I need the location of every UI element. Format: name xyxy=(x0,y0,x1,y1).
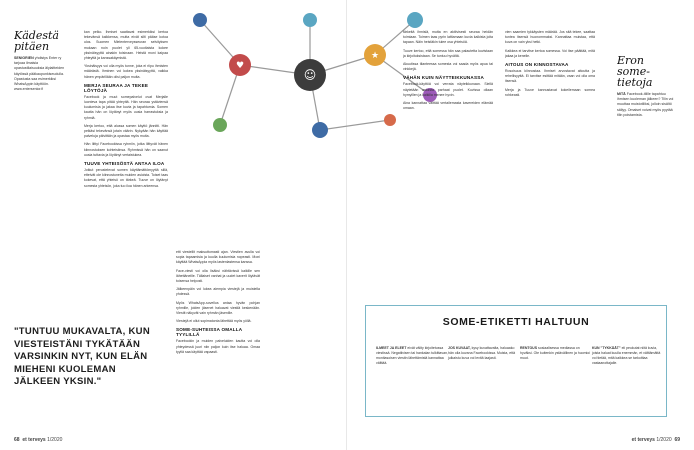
box-column-3: RENTOUS sosiaalisessa mediassa on hyväksi. Ole kuitenkin ystävällinen ja huomioi muut. xyxy=(520,346,591,361)
box-column-4: KUN "TYKKÄÄT" eli peukutat niitä kuvia, joista haluat kuulla enemmän, et välttämättä voi tietää, mitä kaikkea se tarkoittaa vastaanottajalle. xyxy=(592,346,661,366)
body-paragraph: Rosoisuus kiinnostaa. Ihmiset arvostavat aitoutta ja rehellisyyttä. Ei tarvitse esittää mitään, vaan voi olla oma itsensä. xyxy=(505,69,595,84)
body-paragraph: Jotkut perustelevat somen käyttämättömyyttä sillä, etteivät ole kiinnostuneita muiden asioista. Toiset taas kokevat, että yhteisö on tärkeä. Tuuve on löytänyt somesta yhteisön, joka tuo iloa hänen arkeensa. xyxy=(84,168,168,188)
body-paragraph: Merja ja Tuuve kannustavat kokeilemaan somea rohkeasti. xyxy=(505,87,595,97)
section-heading: VÄHÄN KUIN NÄYTTEIKKUNASSA xyxy=(403,75,484,81)
body-paragraph: Akuutissa tilanteessa somesta voi saada myös apua tai vinkkejä. xyxy=(403,62,493,72)
body-paragraph: Kaikkea ei tarvitse kertoa somessa. Voi itse päättää, mitä jakaa ja kenelle. xyxy=(505,48,595,58)
node xyxy=(303,13,317,27)
body-paragraph: Yksinäisyys voi olla myös tunne, joka ei riipu ihmisten määrästä. Ihminen voi kokea yksinäisyyttä, vaikka hänen ympärillään olisi paljon muita. xyxy=(84,64,168,79)
node xyxy=(193,13,207,27)
left-column-1 xyxy=(84,30,168,322)
section-heading: AITOUS ON KINNOSTAVAA xyxy=(505,62,569,68)
body-paragraph: Myös WhatsApp-sovellus antaa hyvän pohjan ryhmille, joiden jäsenet haluavat viestiä keskenään. Viestit näkyvät vain ryhmän jäsenille. xyxy=(176,300,260,316)
body-paragraph: Facebook ja muut somepalvelut ovat Merjalle luonteva tapa pitää yhteyttä. Hän seuraa ystäviensä kuulumisia ja jakaa itse kuvia ja tapahtumia. Somen kautta hän on löytänyt myös uusia harrastuksia ja ryhmiä. xyxy=(84,94,168,120)
body-paragraph: Aina kannattaa välttää vertailemasta kavereiden elämää omaan. xyxy=(403,101,493,111)
body-paragraph: Tuuve kertoo, että somessa hän saa palautetta kuvistaan ja kirjoituksistaan. Se tuntuu hyvältä. xyxy=(403,48,493,58)
pull-quote: "TUNTUU MUKAVALTA, KUN VIESTEISTÄNI TYKÄTÄÄN VARSINKIN NYT, KUN ELÄN MIEHENI KUOLEMAN JÄLKEEN YKSIN." xyxy=(14,326,150,387)
node xyxy=(312,122,328,138)
box-title: SOME-ETIKETTI HALTUUN xyxy=(442,316,590,328)
folio-right: et terveys 1/2020 69 xyxy=(631,437,680,443)
right-column-2 xyxy=(505,30,595,295)
heart-icon: ♥ xyxy=(235,61,245,71)
node xyxy=(213,118,227,132)
right-sidebar xyxy=(617,55,677,255)
left-column-2 xyxy=(176,250,260,430)
body-paragraph: tärkeitä ihmisiä, mutta en aktiivisesti seuraa heidän toimiaan. Toimen taas pyrin laittamaan kuvia kaikista joita tapaan. Näin heistäkin tulee osa yhteisöä. xyxy=(403,30,493,45)
body-paragraph: Facebookin ja muiden palveluiden kautta voi olla yhteydessä juuri niin paljon kuin itse haluaa. Omaa tyyliä saa käyttää vapaasti. xyxy=(176,339,260,354)
body-paragraph: Facebook-käyttöä voi verrata näyteikkunaan. Siellä näytetään asioista parhaat puolet. Kuvissa ollaan hymyillen ja kaikilla menee hyvin. xyxy=(403,82,493,97)
body-paragraph: vien saamien tykkäysten määrää. Jos sitä tekee, saattaa tuntea itsensä huonommaksi. Kannattaa muistaa, että kuva on vain yksi hetki. xyxy=(505,30,595,45)
sidebar-text: SENIORIEN yhdistys Enter ry tarjoaa ilmaisia opastustilaisuuksia älylaitteiden käytössä pääkaupunkiseudulla. Opastusta saa esimerkiksi WhatsAppin käyttöön. www.entersenior.fi xyxy=(14,56,65,92)
left-sidebar xyxy=(14,30,66,290)
body-paragraph: Viestejä ei ollut sopimatonta lähettää myös yöllä. xyxy=(176,319,252,324)
body-paragraph: kan pelko. Ihmiset saattavat esimerkiksi kertoa tekevänsä kaikkensa, mutta eivät silti pääse kotoa ulos. Suomen Mielenterveysseuran selvityksen mukaan noin puolet yli 65-vuotiaista kokee yksinäisyyttä ainakin toisinaan. Heistä moni kaipaa yhteyttä ja kanssakäymistä. xyxy=(84,30,168,61)
body-paragraph: Hän liittyi Facebookissa ryhmiin, jotka liittyvät hänen kiinnostuksen kohteisiinsa. Ryhmissä hän on saanut uusia tuttavia ja löytänyt vertaistukea. xyxy=(84,142,168,157)
sidebar-link[interactable]: www.entersenior.fi xyxy=(14,87,44,92)
folio-left: 68 et terveys 1/2020 xyxy=(14,437,63,443)
smiley-icon: ☺ xyxy=(303,68,317,82)
sidebar-title: Eron some-tietoja xyxy=(617,55,653,89)
box-column-2: JOS KUVAAT, kysy kuvattavalta, haluaako hän olla kuvana Facebookissa. Muista, että julkaistu kuva voi levitä laajasti. xyxy=(448,346,516,361)
body-paragraph: Merja kertoo, että alussa somen käyttö jännitti. Hän pelkäsi tekevänsä jotain väärin. Nykyään hän käyttää palveluja päivittäin ja opastaa myös muita. xyxy=(84,123,168,139)
star-icon: ★ xyxy=(370,51,380,61)
sidebar-title: Kädestä pitäen xyxy=(14,30,59,53)
section-heading: MERJA SEURAA JA TEKEE LÕYTÖJÄ xyxy=(84,82,149,93)
section-heading: SOME-SUHTEISSA OMALLA TYYLILLÄ xyxy=(176,327,243,338)
some-etiquette-box xyxy=(365,305,667,417)
body-paragraph: etti viestellit maksuttomasti ajan. Viestien avulla voi sopia tapaamisia ja kuulla kuulumisia nopeasti. Moni käyttää WhatsAppia myös lastenlastensa kanssa. xyxy=(176,250,260,265)
body-paragraph: Face-viesti voi olla lisäksi nähtävissä kaikille sen lähettäneille. Tällaiset vanhat ja uudet kaverit löytävät toisensa helposti. xyxy=(176,268,260,284)
section-heading: TUUVE YHTEISÖSTÄ ANTAA ILOA xyxy=(84,161,165,167)
sidebar-text: MITÄ Facebook-tilille tapahtuu ihmisen kuoleman jälkeen? Tilin voi muuttaa muistotiliksi, jolloin sisältö säilyy. Omaiset voivat myös pyytää tilin poistamista. xyxy=(617,92,674,117)
body-paragraph: Jälkeenpäin voi lukea aiempia viestejä ja muistella yhdessä. xyxy=(176,287,260,297)
right-column-1 xyxy=(403,30,493,295)
box-column-1: ILMEET JA ELEET eivät välity kirjoitetussa viestissä. Negatiivisen tai hankalan tulkittavan, monitasoisen viestin lähettämistä kannattaa välttää. xyxy=(376,346,448,366)
